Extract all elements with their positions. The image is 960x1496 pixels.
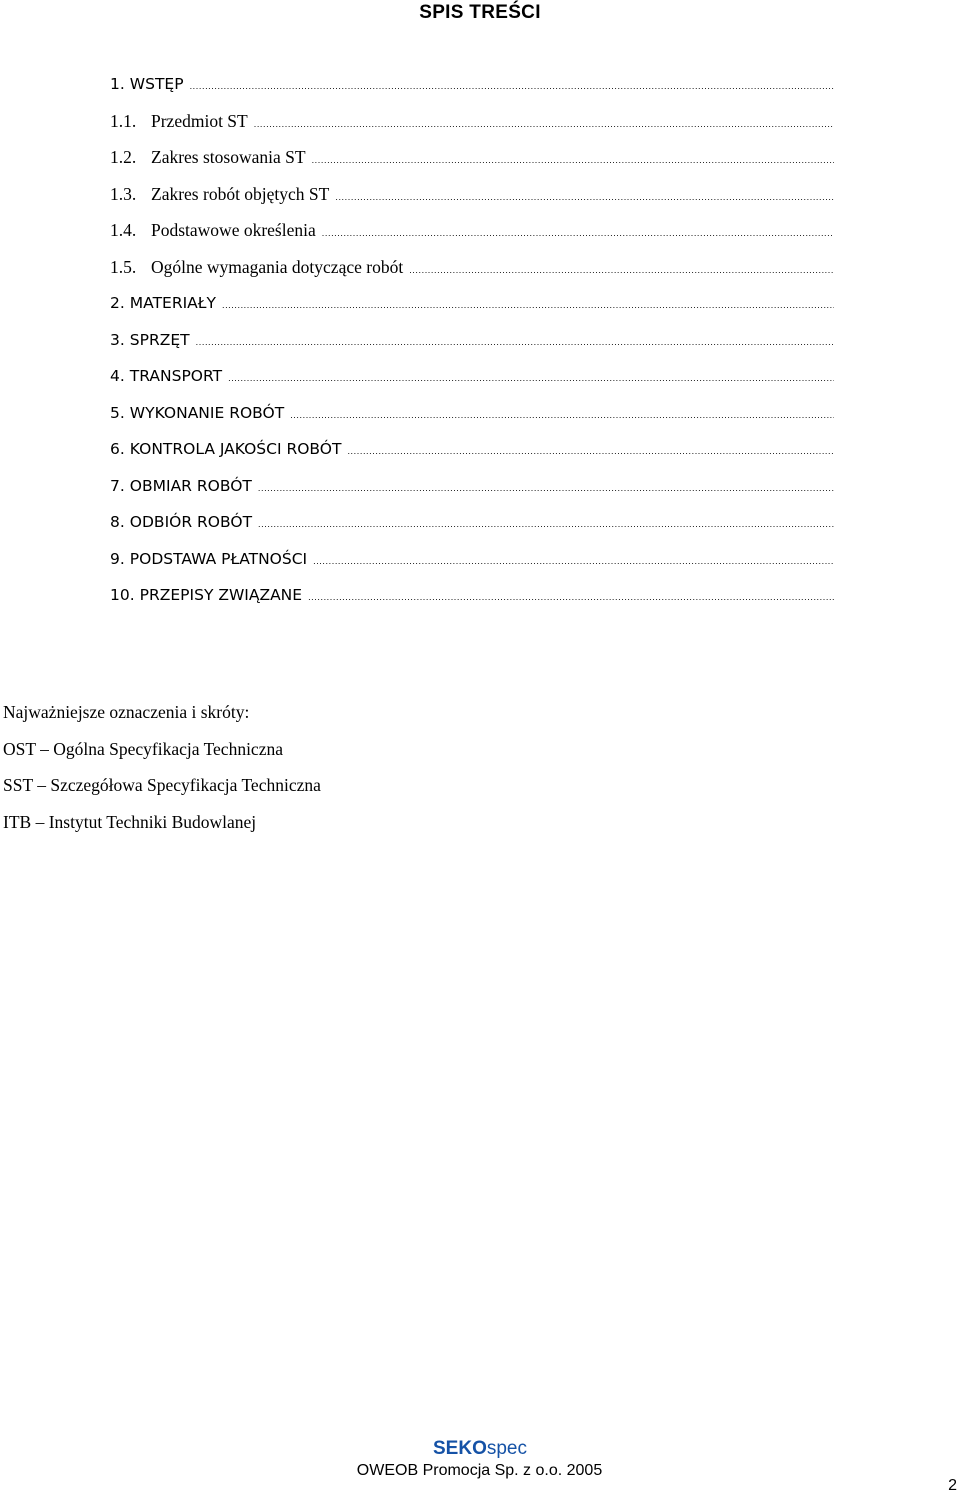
abbreviations-heading: Najważniejsze oznaczenia i skróty:: [3, 702, 250, 722]
toc-entry-label: Zakres stosowania ST: [151, 147, 306, 167]
toc-entry-number: 2.: [110, 294, 125, 312]
toc-entry-kontrola-jakosci[interactable]: [110, 435, 834, 472]
toc-entry-podstawowe-okreslenia[interactable]: [110, 216, 834, 253]
toc-entry-wykonanie-robot[interactable]: [110, 399, 834, 436]
toc-entry-przedmiot-st[interactable]: [110, 107, 834, 144]
toc-entry-label: OBMIAR ROBÓT: [129, 476, 252, 495]
abbreviation-meaning: Ogólna Specyfikacja Techniczna: [53, 738, 283, 759]
toc-entry-label: SPRZĘT: [129, 330, 190, 349]
toc-entry-label: PRZEPISY ZWIĄZANE: [139, 586, 303, 604]
abbreviation-meaning: Instytut Techniki Budowlanej: [48, 811, 257, 832]
toc-entry-label: ODBIÓR ROBÓT: [129, 513, 253, 531]
toc-entry-number: 5.: [110, 403, 125, 422]
toc-entry-number: 1.1.: [110, 110, 137, 131]
toc-leader-dots: [190, 81, 834, 91]
toc-leader-dots: [258, 483, 834, 493]
abbreviation-sst: [3, 771, 703, 808]
abbreviation-code: ITB: [3, 811, 32, 832]
toc-entry-label: Zakres robót objętych ST: [151, 183, 330, 204]
toc-entry-sprzet[interactable]: [110, 326, 834, 363]
toc-leader-dots: [409, 265, 834, 275]
toc-entry-zakres-robot[interactable]: [110, 180, 834, 217]
abbreviation-meaning: Szczegółowa Specyfikacja Techniczna: [50, 775, 321, 795]
toc-entry-number: 7.: [110, 476, 125, 495]
toc-entry-przepisy-zwiazane[interactable]: [110, 581, 834, 618]
toc-leader-dots: [335, 192, 834, 202]
toc-leader-dots: [308, 592, 834, 602]
toc-entry-number: 1.4.: [110, 220, 137, 240]
toc-entry-label: TRANSPORT: [129, 367, 223, 385]
toc-leader-dots: [258, 519, 834, 529]
toc-entry-label: Przedmiot ST: [151, 110, 248, 131]
toc-entry-podstawa-platnosci[interactable]: [110, 545, 834, 582]
abbreviation-dash: –: [37, 775, 46, 795]
toc-entry-number: 9.: [110, 549, 125, 568]
toc-entry-number: 6.: [110, 440, 125, 458]
toc-entry-label: Ogólne wymagania dotyczące robót: [151, 256, 404, 277]
logo-strong-text: SEKO: [433, 1438, 487, 1459]
toc-entry-label: MATERIAŁY: [129, 294, 216, 312]
sekospec-logo: [0, 1437, 960, 1461]
toc-entry-label: Podstawowe określenia: [151, 220, 316, 240]
toc-leader-dots: [312, 155, 834, 165]
toc-entry-number: 10.: [110, 586, 135, 604]
toc-entry-transport[interactable]: [110, 362, 834, 399]
toc-entry-materialy[interactable]: [110, 289, 834, 326]
toc-entry-number: 1.3.: [110, 183, 137, 204]
toc-entry-number: 4.: [110, 367, 125, 385]
page-number: 2: [948, 1477, 957, 1494]
toc-leader-dots: [196, 337, 834, 347]
toc-leader-dots: [254, 119, 834, 129]
toc-entry-number: 1.: [110, 75, 125, 93]
toc-entry-label: PODSTAWA PŁATNOŚCI: [129, 549, 308, 568]
abbreviation-code: OST: [3, 738, 36, 759]
toc-entry-wstep[interactable]: [110, 70, 834, 107]
abbreviation-ost: [3, 735, 703, 772]
abbreviation-code: SST: [3, 775, 33, 795]
toc-entry-ogolne-wymagania[interactable]: [110, 253, 834, 290]
table-of-contents: [110, 70, 834, 618]
abbreviation-dash: –: [35, 811, 45, 832]
toc-entry-label: WYKONANIE ROBÓT: [129, 403, 285, 422]
toc-leader-dots: [290, 410, 834, 420]
toc-entry-number: 1.5.: [110, 256, 137, 277]
logo-light-text: spec: [486, 1438, 527, 1459]
toc-leader-dots: [347, 446, 834, 456]
abbreviation-dash: –: [40, 738, 49, 759]
toc-leader-dots: [222, 300, 834, 310]
abbreviation-itb: [3, 808, 703, 845]
toc-entry-label: WSTĘP: [129, 75, 184, 93]
toc-leader-dots: [228, 373, 834, 383]
toc-entry-zakres-stosowania[interactable]: [110, 143, 834, 180]
toc-entry-number: 1.2.: [110, 147, 137, 167]
toc-entry-odbior-robot[interactable]: [110, 508, 834, 545]
toc-entry-obmiar-robot[interactable]: [110, 472, 834, 509]
toc-leader-dots: [322, 228, 834, 238]
toc-entry-label: KONTROLA JAKOŚCI ROBÓT: [129, 440, 342, 458]
abbreviations-section: [3, 698, 703, 844]
footer-company: OWEOB Promocja Sp. z o.o. 2005: [356, 1462, 603, 1479]
toc-leader-dots: [313, 556, 834, 566]
toc-entry-number: 8.: [110, 513, 125, 531]
toc-entry-number: 3.: [110, 330, 125, 349]
page-title: SPIS TREŚCI: [419, 2, 541, 23]
page-footer: [0, 1437, 960, 1481]
